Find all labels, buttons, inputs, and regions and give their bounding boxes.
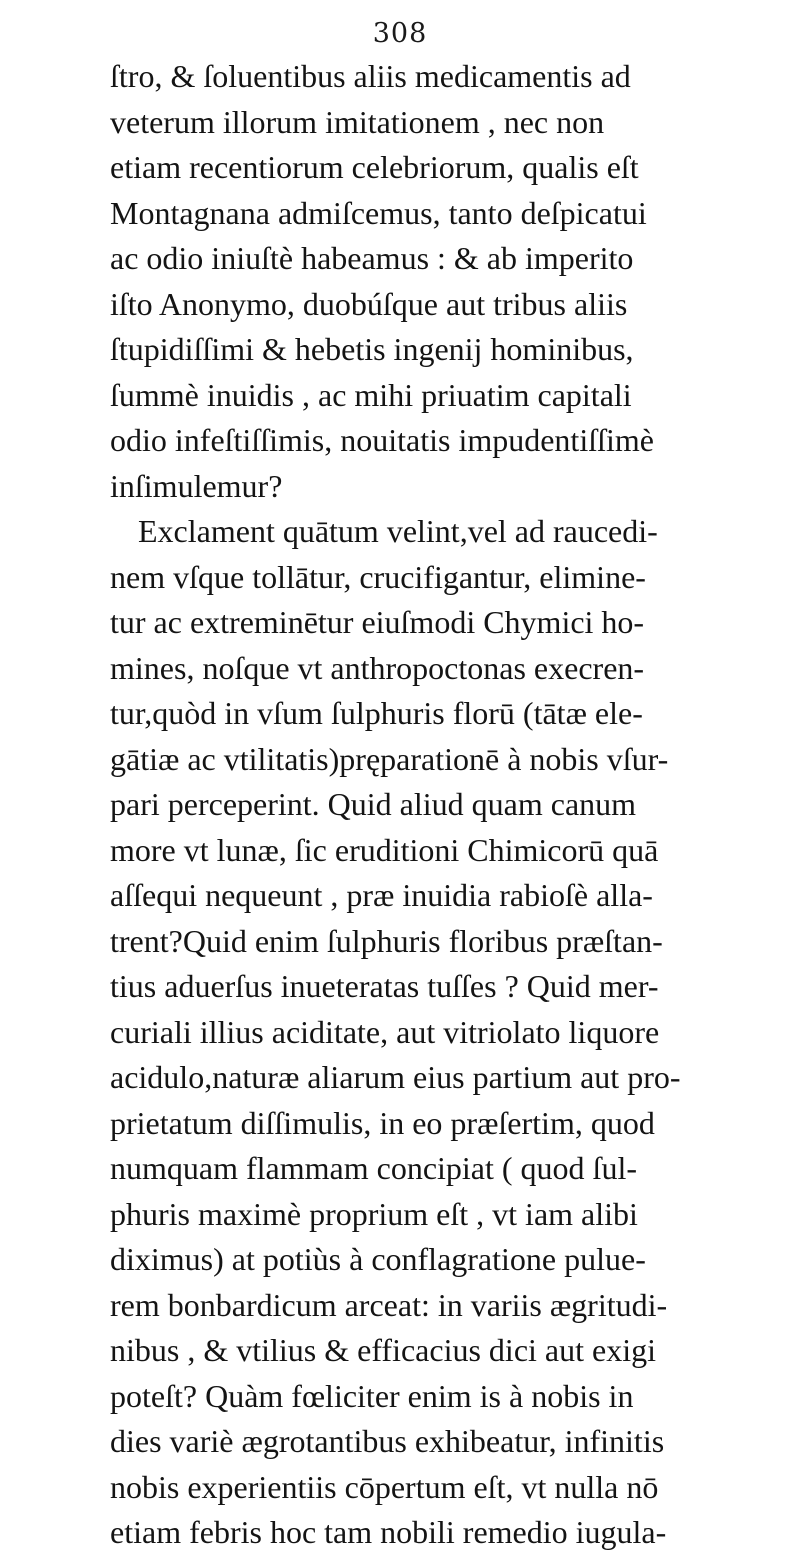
paragraph-start-line: Exclament quātum velint,vel ad raucedi- [138,513,658,549]
body-text [110,54,770,1556]
text-line: tius aduerſus inueteratas tuſſes ? Quid mer- [110,968,659,1004]
text-line: tur,quòd in vſum ſulphuris florū (tātæ ele- [110,695,643,731]
text-line: tur ac extreminētur eiuſmodi Chymici ho- [110,604,645,640]
text-line: curiali illius aciditate, aut vitriolato liquore [110,1013,660,1050]
text-line: gātiæ ac vtilitatis)pręparationē à nobis vſur- [110,740,669,777]
text-line: ſtro, & ſoluentibus aliis medicamentis ad [110,58,631,94]
text-line: numquam flammam concipiat ( quod ſul- [110,1150,637,1186]
text-line: nibus , & vtilius & efficacius dici aut exigi [110,1332,656,1368]
text-line: ac odio iniuſtè habeamus : & ab imperito [110,240,634,276]
text-line: etiam febris hoc tam nobili remedio iugula- [110,1514,667,1550]
text-line: aſſequi nequeunt , præ inuidia rabioſè alla- [110,877,653,913]
text-line: pari perceperint. Quid aliud quam canum [110,786,637,822]
text-line: prietatum diſſimulis, in eo præſertim, quod [110,1104,655,1141]
text-line: nobis experientiis cōpertum eſt, vt nulla nō [110,1468,659,1505]
text-line: mines, noſque vt anthropoctonas execren- [110,649,645,686]
text-line: etiam recentiorum celebriorum, qualis eſt [110,149,639,185]
text-line: more vt lunæ, ſic eruditioni Chimicorū quā [110,831,659,868]
text-line: Montagnana admiſcemus, tanto deſpicatui [110,194,647,231]
text-line: iſto Anonymo, duobúſque aut tribus aliis [110,285,628,322]
text-line: rem bonbardicum arceat: in variis ægritudi- [110,1286,668,1323]
text-line: trent?Quid enim ſulphuris floribus præſtan- [110,922,663,959]
text-line: ſtupidiſſimi & hebetis ingenij hominibus, [110,331,634,367]
text-line: dies variè ægrotantibus exhibeatur, infinitis [110,1423,665,1459]
text-line: inſimulemur? [110,467,283,504]
text-line: nem vſque tollātur, crucifigantur, elimine- [110,558,646,595]
text-line: acidulo,naturæ aliarum eius partium aut pro- [110,1059,681,1095]
page-number: 308 [372,18,428,49]
text-line: diximus) at potiùs à conflagratione pulue- [110,1241,646,1277]
text-line: phuris maximè proprium eſt , vt iam alibi [110,1195,638,1232]
text-line: odio infeſtiſſimis, nouitatis impudentiſſimè [110,422,654,458]
text-line: veterum illorum imitationem , nec non [110,103,605,140]
text-line: poteſt? Quàm fœliciter enim is à nobis in [110,1377,634,1414]
text-line: ſummè inuidis , ac mihi priuatim capitali [110,376,632,413]
